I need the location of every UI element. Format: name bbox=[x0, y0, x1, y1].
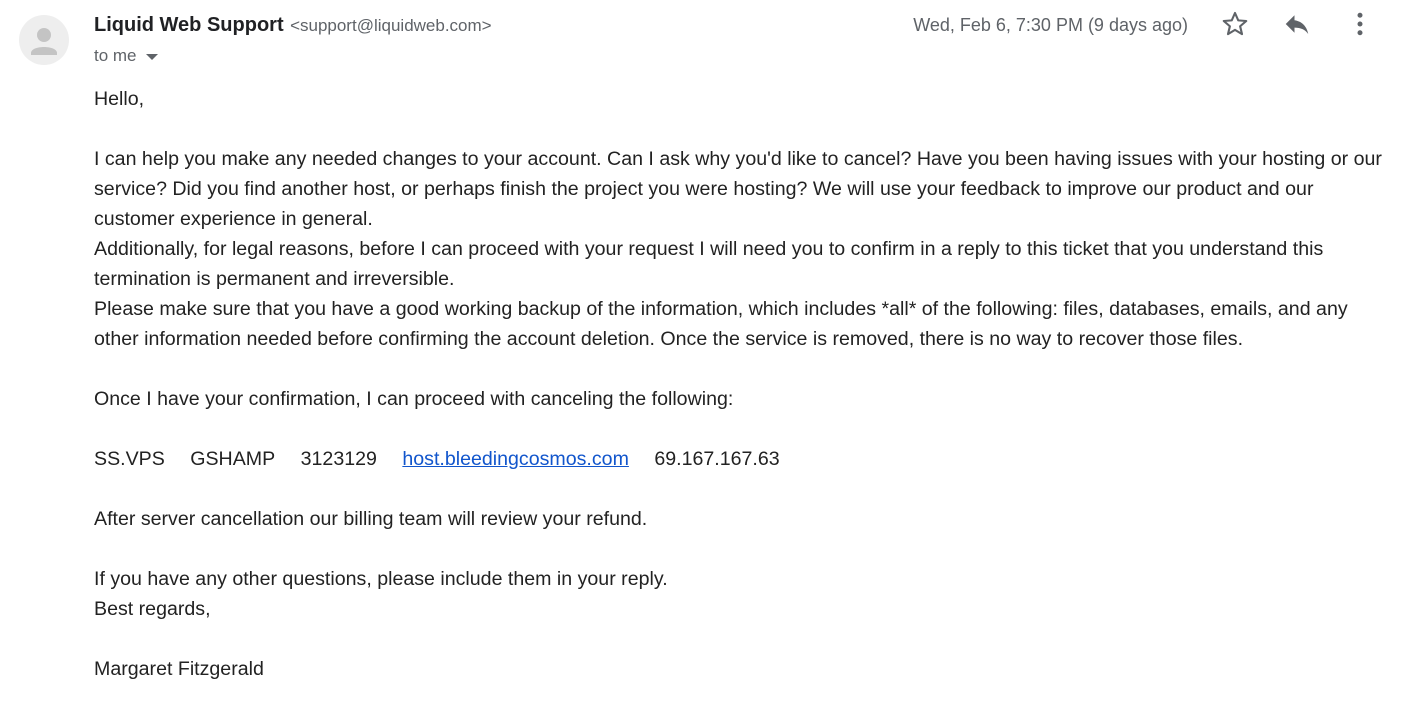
service-row bbox=[94, 444, 1384, 474]
paragraph-cancel-reason: I can help you make any needed changes to your account. Can I ask why you'd like to cancel? Have you been having issues with your hosting or our service? Did you find another host, or perhaps finish the project you were hosting? We will use your feedback to improve our product and our customer experience in general. bbox=[94, 148, 1382, 230]
person-icon bbox=[19, 15, 69, 65]
show-details-icon[interactable] bbox=[146, 54, 158, 60]
avatar[interactable] bbox=[19, 15, 69, 65]
service-host-link[interactable]: host.bleedingcosmos.com bbox=[402, 448, 629, 470]
sender-name[interactable]: Liquid Web Support bbox=[94, 14, 284, 36]
recipient-label: to me bbox=[94, 46, 137, 65]
service-ip: 69.167.167.63 bbox=[654, 448, 780, 470]
message-body bbox=[94, 84, 1384, 684]
paragraph-refund: After server cancellation our billing team will review your refund. bbox=[94, 508, 648, 530]
service-type: SS.VPS bbox=[94, 448, 165, 470]
sender-email: <support@liquidweb.com> bbox=[290, 16, 492, 35]
service-account: GSHAMP bbox=[190, 448, 276, 470]
paragraph-backup: Please make sure that you have a good working backup of the information, which includes *all* of the following: files, databases, emails, and any other information needed before confirming the account deletion. Once the service is removed, there is no way to recover those files. bbox=[94, 298, 1348, 350]
closing: Best regards, bbox=[94, 598, 211, 620]
reply-button[interactable] bbox=[1281, 8, 1313, 40]
greeting: Hello, bbox=[94, 88, 145, 110]
star-icon bbox=[1220, 9, 1250, 39]
paragraph-legal: Additionally, for legal reasons, before I can proceed with your request I will need you to confirm in a reply to this ticket that you understand this termination is permanent and irreversible. bbox=[94, 238, 1324, 290]
more-vert-icon bbox=[1345, 9, 1375, 39]
signature: Margaret Fitzgerald bbox=[94, 658, 264, 680]
sender-line bbox=[94, 11, 492, 39]
star-button[interactable] bbox=[1219, 8, 1251, 40]
recipient-line bbox=[94, 44, 158, 68]
more-options-button[interactable] bbox=[1344, 8, 1376, 40]
reply-icon bbox=[1282, 9, 1312, 39]
paragraph-confirmation: Once I have your confirmation, I can proceed with canceling the following: bbox=[94, 388, 734, 410]
paragraph-questions: If you have any other questions, please include them in your reply. bbox=[94, 568, 668, 590]
message-date: Wed, Feb 6, 7:30 PM (9 days ago) bbox=[913, 15, 1188, 35]
service-id: 3123129 bbox=[300, 448, 377, 470]
